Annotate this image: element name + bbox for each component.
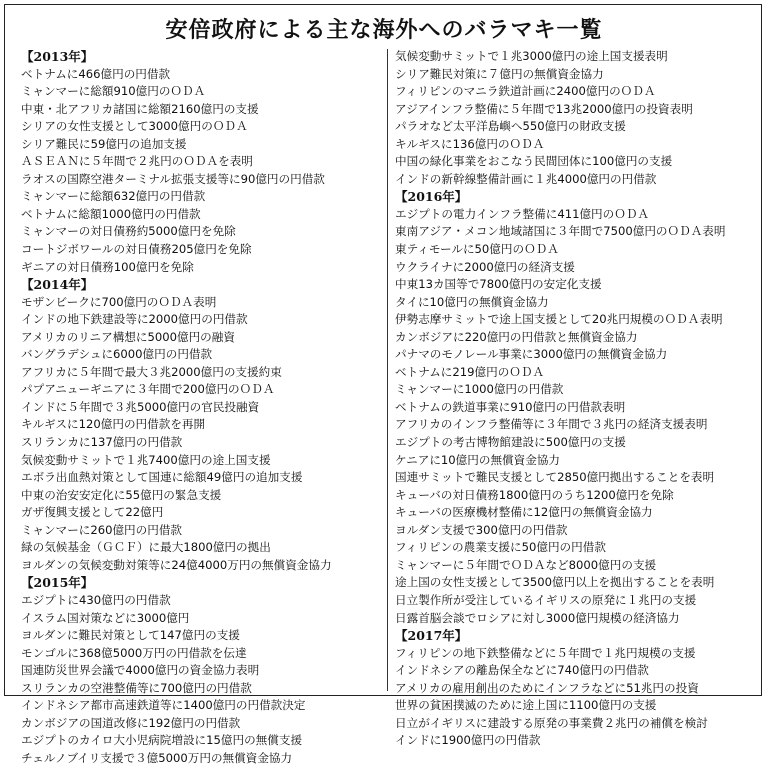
- list-item: ヨルダンに難民対策として147億円の支援: [21, 628, 240, 643]
- left-column: [21, 48, 381, 767]
- list-item: アメリカの雇用創出のためにインフラなどに51兆円の投資: [395, 680, 699, 695]
- list-item: ベトナムの鉄道事業に910億円の円借款表明: [395, 399, 626, 414]
- list-item: アジアインフラ整備に５年間で13兆2000億円の投資表明: [395, 101, 693, 116]
- list-item: スリランカに137億円の円借款: [21, 435, 183, 450]
- list-item: 国連サミットで難民支援として2850億円拠出することを表明: [395, 470, 715, 485]
- list-item: ミャンマーに総額910億円のＯＤＡ: [21, 84, 206, 99]
- list-item: エジプトの電力インフラ整備に411億円のＯＤＡ: [395, 206, 650, 221]
- list-item: フィリピンの農業支援に50億円の円借款: [395, 540, 606, 555]
- year-heading: 【2017年】: [395, 628, 468, 644]
- list-item: カンボジアの国道改修に192億円の円借款: [21, 715, 241, 730]
- list-item: キルギスに120億円の円借款を再開: [21, 417, 206, 432]
- year-heading: 【2015年】: [21, 575, 94, 591]
- column-divider: [387, 49, 388, 691]
- list-item: 中東の治安安定化に55億円の緊急支援: [21, 487, 222, 502]
- list-item: アフリカに５年間で最大３兆2000億円の支援約束: [21, 364, 282, 379]
- list-item: イスラム国対策などに3000億円: [21, 610, 190, 625]
- list-item: エジプトに430億円の円借款: [21, 592, 171, 607]
- list-item: ヨルダン支援で300億円の円借款: [395, 522, 568, 537]
- list-item: 東南アジア・メコン地域諸国に３年間で7500億円のＯＤＡ表明: [395, 224, 726, 239]
- list-item: 途上国の女性支援として3500億円以上を拠出することを表明: [395, 575, 715, 590]
- list-item: キューバの対日債務1800億円のうち1200億円を免除: [395, 487, 674, 502]
- list-item: ベトナムに総額1000億円の円借款: [21, 206, 201, 221]
- list-item: 日露首脳会談でロシアに対し3000億円規模の経済協力: [395, 610, 680, 625]
- list-item: シリア難民対策に７億円の無償資金協力: [395, 66, 604, 81]
- article-frame: [4, 4, 762, 765]
- list-item: ミャンマーに1000億円の円借款: [395, 382, 564, 397]
- list-item: ミャンマーの対日債務約5000億円を免除: [21, 224, 236, 239]
- list-item: キューバの医療機材整備に12億円の無償資金協力: [395, 505, 653, 520]
- list-item: 中東・北アフリカ諸国に総額2160億円の支援: [21, 101, 259, 116]
- list-item: 気候変動サミットで１兆7400億円の途上国支援: [21, 452, 271, 467]
- list-item: エジプトの考古博物館建設に500億円の支援: [395, 435, 626, 450]
- list-item: シリア難民に59億円の追加支援: [21, 136, 187, 151]
- list-item: 緑の気候基金（ＧＣＦ）に最大1800億円の拠出: [21, 540, 271, 555]
- list-item: スリランカの空港整備等に700億円の円借款: [21, 680, 252, 695]
- list-item: タイに10億円の無償資金協力: [395, 294, 549, 309]
- right-column: [395, 48, 757, 750]
- list-item: インドの新幹線整備計画に１兆4000億円の円借款: [395, 171, 657, 186]
- page-title: 安倍政府による主な海外へのバラマキ一覧: [165, 17, 603, 43]
- list-item: バングラデシュに6000億円の円借款: [21, 347, 213, 362]
- list-item: エジプトのカイロ大小児病院増設に15億円の無償支援: [21, 733, 303, 748]
- list-item: ラオスの国際空港ターミナル拡張支援等に90億円の円借款: [21, 171, 325, 186]
- list-item: フィリピンのマニラ鉄道計画に2400億円のＯＤＡ: [395, 84, 656, 99]
- list-item: パプアニューギニアに３年間で200億円のＯＤＡ: [21, 382, 275, 397]
- list-item: 世界の貧困撲滅のために途上国に1100億円の支援: [395, 698, 657, 713]
- year-heading: 【2013年】: [21, 49, 94, 64]
- list-item: ヨルダンの気候変動対策等に24億4000万円の無償資金協力: [21, 557, 332, 572]
- list-item: パナマのモノレール事業に3000億円の無償資金協力: [395, 347, 668, 362]
- list-item: 気候変動サミットで１兆3000億円の途上国支援表明: [395, 49, 668, 63]
- list-item: 日立製作所が受注しているイギリスの原発に１兆円の支援: [395, 592, 697, 607]
- list-item: インドの地下鉄建設等に2000億円の円借款: [21, 312, 248, 327]
- list-item: フィリピンの地下鉄整備などに５年間で１兆円規模の支援: [395, 645, 696, 660]
- list-item: コートジボワールの対日債務205億円を免除: [21, 242, 252, 257]
- list-item: インドに1900億円の円借款: [395, 733, 541, 748]
- list-item: ミャンマーに５年間でＯＤＡなど8000億円の支援: [395, 557, 657, 572]
- list-item: キルギスに136億円のＯＤＡ: [395, 136, 545, 151]
- list-item: 中東13カ国等で7800億円の安定化支援: [395, 277, 602, 292]
- list-item: 国連防災世界会議で4000億円の資金協力表明: [21, 663, 260, 678]
- list-item: シリアの女性支援として3000億円のＯＤＡ: [21, 119, 248, 134]
- list-item: パラオなど太平洋島嶼へ550億円の財政支援: [395, 119, 626, 134]
- list-item: ＡＳＥＡＮに５年間で２兆円のＯＤＡを表明: [21, 154, 253, 169]
- list-item: モンゴルに368億5000万円の円借款を伝達: [21, 645, 247, 660]
- list-item: チェルノブイリ支援で３億5000万円の無償資金協力: [21, 750, 293, 765]
- list-item: 東ティモールに50億円のＯＤＡ: [395, 242, 559, 257]
- list-item: ケニアに10億円の無償資金協力: [395, 452, 561, 467]
- list-item: インドネシアの離島保全などに740億円の円借款: [395, 663, 649, 678]
- list-item: モザンビークに700億円のＯＤＡ表明: [21, 294, 217, 309]
- list-item: 中国の緑化事業をおこなう民間団体に100億円の支援: [395, 154, 673, 169]
- list-item: ベトナムに466億円の円借款: [21, 66, 171, 81]
- list-item: インドネシア都市高速鉄道等に1400億円の円借款決定: [21, 698, 306, 713]
- list-item: ガザ復興支援として22億円: [21, 505, 164, 520]
- list-item: アメリカのリニア構想に5000億円の融資: [21, 329, 235, 344]
- list-item: カンボジアに220億円の円借款と無償資金協力: [395, 329, 638, 344]
- list-item: 日立がイギリスに建設する原発の事業費２兆円の補償を検討: [395, 715, 708, 730]
- list-item: ミャンマーに260億円の円借款: [21, 522, 183, 537]
- year-heading: 【2014年】: [21, 277, 94, 293]
- list-item: 伊勢志摩サミットで途上国支援として20兆円規模のＯＤＡ表明: [395, 312, 723, 327]
- list-item: ベトナムに219億円のＯＤＡ: [395, 364, 545, 379]
- list-item: ギニアの対日債務100億円を免除: [21, 259, 194, 274]
- year-heading: 【2016年】: [395, 189, 468, 205]
- list-item: インドに５年間で３兆5000億円の官民投融資: [21, 399, 260, 414]
- list-item: ウクライナに2000億円の経済支援: [395, 259, 575, 274]
- list-item: エボラ出血熱対策として国連に総額49億円の追加支援: [21, 470, 303, 485]
- list-item: アフリカのインフラ整備等に３年間で３兆円の経済支援表明: [395, 417, 708, 432]
- list-item: ミャンマーに総額632億円の円借款: [21, 189, 206, 204]
